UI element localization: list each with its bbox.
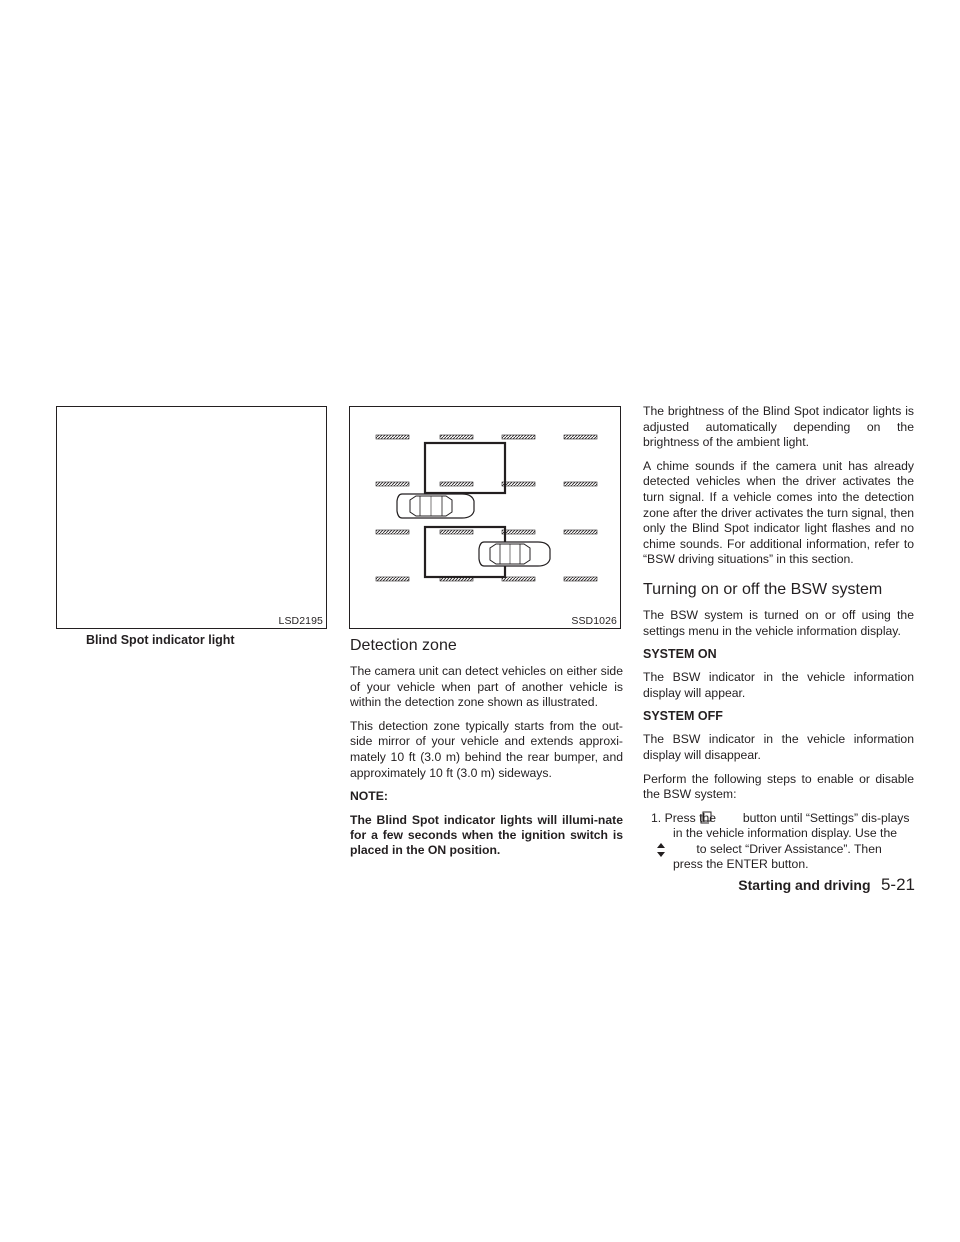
- step-text: button until “Settings” dis-plays in the vehicle information display. Use the: [673, 810, 910, 841]
- figure-detection-zone: [349, 406, 621, 629]
- note-title: NOTE:: [350, 789, 388, 804]
- lane-marking: [376, 530, 409, 534]
- lane-marking: [502, 482, 535, 486]
- footer-section-title: Starting and driving: [738, 877, 871, 893]
- lane-marking: [564, 482, 597, 486]
- paragraph: A chime sounds if the camera unit has already detected vehicles when the driver activates the turn signal. If a vehicle comes into the detection zone after the driver activates the turn signal, then only the Blind Spot indicator light flashes and no chime sounds. For additional information, refer to “BSW driving situations” in this section.: [643, 458, 914, 567]
- lane-marking: [440, 482, 473, 486]
- lane-marking: [502, 577, 535, 581]
- figure-code: SSD1026: [571, 615, 617, 627]
- page-number: 5-21: [880, 875, 915, 894]
- paragraph: The BSW indicator in the vehicle information display will disappear.: [643, 732, 914, 762]
- subheading-system-off: SYSTEM OFF: [643, 709, 723, 724]
- lane-marking: [440, 435, 473, 439]
- figure-indicator-light: [56, 406, 327, 629]
- paragraph: The BSW system is turned on or off using the settings menu in the vehicle information display.: [643, 607, 914, 638]
- lane-marking: [440, 530, 473, 534]
- lane-marking: [564, 530, 597, 534]
- section-heading: Turning on or off the BSW system: [643, 580, 883, 598]
- paragraph: Perform the following steps to enable or disable the BSW system:: [643, 771, 914, 802]
- note-body: The Blind Spot indicator lights will illumi-nate for a few seconds when the ignition switch is placed in the ON position.: [350, 812, 623, 857]
- column-right: [643, 404, 914, 881]
- up-down-arrow-icon: [673, 843, 693, 857]
- paragraph: This detection zone typically starts from the out-side mirror of your vehicle and extends approxi-mately 10 ft (3.0 m) behind the rear bumper, and approximately 10 ft (3.0 m) sideways.: [350, 718, 623, 780]
- step-item: [651, 811, 914, 873]
- step-text: to select “Driver Assistance”. Then press the ENTER button.: [673, 841, 882, 872]
- figure-code: LSD2195: [278, 615, 323, 627]
- lane-marking: [376, 577, 409, 581]
- lane-marking: [564, 577, 597, 581]
- paragraph: The BSW indicator in the vehicle information display will appear.: [643, 670, 914, 700]
- page-footer: [700, 875, 915, 895]
- paragraph: The brightness of the Blind Spot indicator lights is adjusted automatically depending on the brightness of the ambient light.: [643, 404, 914, 450]
- lane-marking: [376, 435, 409, 439]
- vehicle-other: [479, 542, 550, 566]
- lane-marking: [502, 435, 535, 439]
- section-heading: Detection zone: [350, 637, 457, 654]
- step-text: Press the: [664, 810, 717, 825]
- lane-marking: [376, 482, 409, 486]
- lane-marking: [564, 435, 597, 439]
- column-middle: [350, 636, 623, 866]
- detection-zone-diagram: [350, 407, 620, 628]
- lane-marking: [502, 530, 535, 534]
- figure-caption: Blind Spot indicator light: [86, 633, 235, 647]
- paragraph: The camera unit can detect vehicles on either side of your vehicle when part of another vehicle is within the detection zone shown as illustrated.: [350, 664, 623, 710]
- subheading-system-on: SYSTEM ON: [643, 647, 717, 662]
- step-number: 1.: [651, 810, 662, 825]
- menu-button-icon: [719, 811, 739, 825]
- vehicle-own: [397, 494, 474, 518]
